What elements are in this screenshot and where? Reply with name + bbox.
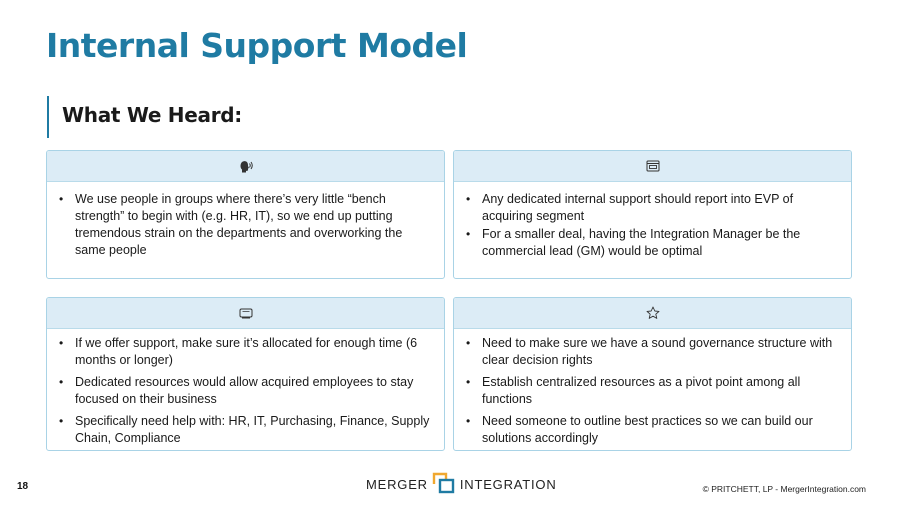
bullet-list (47, 182, 444, 259)
list-item: • Establish centralized resources as a pivot point among all functions (464, 374, 841, 408)
speaking-head-icon (239, 160, 253, 173)
logo-mark-icon (432, 472, 456, 497)
list-item: • If we offer support, make sure it’s allocated for enough time (6 months or longer) (57, 335, 434, 369)
card-header (454, 151, 851, 182)
page-title: Internal Support Model (46, 26, 468, 65)
logo-text-left: MERGER (366, 477, 428, 492)
bullet-list (454, 329, 851, 447)
list-item: • Specifically need help with: HR, IT, Purchasing, Finance, Supply Chain, Compliance (57, 413, 434, 447)
list-item: • For a smaller deal, having the Integration Manager be the commercial lead (GM) would be optimal (464, 226, 841, 260)
window-stack-icon (239, 307, 253, 319)
merger-integration-logo (366, 472, 557, 497)
copyright-footer: © PRITCHETT, LP - MergerIntegration.com (702, 484, 866, 494)
subtitle-accent-bar (47, 96, 49, 138)
feedback-card-3 (46, 297, 445, 451)
logo-text-right: INTEGRATION (459, 477, 557, 492)
feedback-card-1 (46, 150, 445, 279)
page-number: 18 (17, 481, 29, 492)
feedback-card-4 (453, 297, 852, 451)
list-item: • Need to make sure we have a sound governance structure with clear decision rights (464, 335, 841, 369)
browser-window-icon (646, 160, 660, 172)
card-header (454, 298, 851, 329)
card-header (47, 151, 444, 182)
section-subtitle: What We Heard: (62, 103, 242, 127)
card-header (47, 298, 444, 329)
bullet-list (47, 329, 444, 447)
bullet-list (454, 182, 851, 260)
feedback-card-2 (453, 150, 852, 279)
star-icon (646, 306, 660, 320)
list-item: • Dedicated resources would allow acquired employees to stay focused on their business (57, 374, 434, 408)
list-item: • Any dedicated internal support should report into EVP of acquiring segment (464, 191, 841, 225)
list-item: • We use people in groups where there’s very little “bench strength” to begin with (e.g. HR, IT), so we end up putting tremendous strain on the departments and overworking the same people (57, 191, 434, 259)
list-item: • Need someone to outline best practices so we can build our solutions accordingly (464, 413, 841, 447)
